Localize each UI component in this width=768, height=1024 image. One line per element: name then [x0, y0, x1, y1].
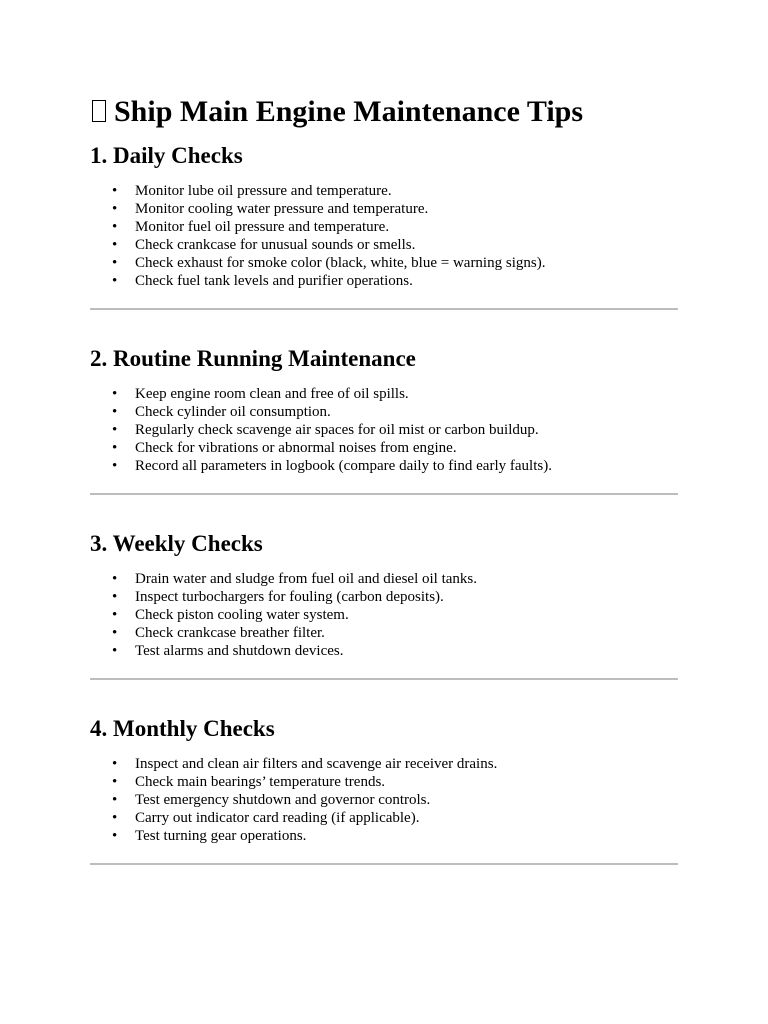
document-page	[90, 94, 678, 865]
section-heading: 4. Monthly Checks	[90, 716, 275, 741]
checklist	[90, 182, 678, 290]
list-item: • Monitor fuel oil pressure and temperature.	[135, 218, 678, 236]
list-item: • Check cylinder oil consumption.	[135, 403, 678, 421]
list-item: • Inspect turbochargers for fouling (carbon deposits).	[135, 588, 678, 606]
list-item: • Check fuel tank levels and purifier operations.	[135, 272, 678, 290]
checklist	[90, 755, 678, 845]
section-divider	[90, 493, 678, 495]
list-item: • Drain water and sludge from fuel oil and diesel oil tanks.	[135, 570, 678, 588]
list-item: • Keep engine room clean and free of oil spills.	[135, 385, 678, 403]
section-heading: 2. Routine Running Maintenance	[90, 346, 416, 371]
list-item: • Test alarms and shutdown devices.	[135, 642, 678, 660]
list-item: • Test turning gear operations.	[135, 827, 678, 845]
section-divider	[90, 678, 678, 680]
document-title	[90, 94, 678, 130]
checklist	[90, 570, 678, 660]
list-item: • Check crankcase breather filter.	[135, 624, 678, 642]
list-item: • Monitor cooling water pressure and temperature.	[135, 200, 678, 218]
section-heading: 3. Weekly Checks	[90, 531, 263, 556]
section-divider	[90, 308, 678, 310]
list-item: • Check for vibrations or abnormal noises from engine.	[135, 439, 678, 457]
list-item: • Regularly check scavenge air spaces for oil mist or carbon buildup.	[135, 421, 678, 439]
list-item: • Check main bearings’ temperature trends.	[135, 773, 678, 791]
section-divider	[90, 863, 678, 865]
list-item: • Test emergency shutdown and governor controls.	[135, 791, 678, 809]
list-item: • Carry out indicator card reading (if applicable).	[135, 809, 678, 827]
list-item: • Check exhaust for smoke color (black, white, blue = warning signs).	[135, 254, 678, 272]
section-weekly-checks	[90, 530, 678, 680]
list-item: • Monitor lube oil pressure and temperature.	[135, 182, 678, 200]
section-daily-checks	[90, 142, 678, 310]
list-item: • Check crankcase for unusual sounds or smells.	[135, 236, 678, 254]
missing-glyph-icon	[92, 100, 106, 122]
list-item: • Record all parameters in logbook (compare daily to find early faults).	[135, 457, 678, 475]
list-item: • Check piston cooling water system.	[135, 606, 678, 624]
section-heading: 1. Daily Checks	[90, 143, 243, 168]
checklist	[90, 385, 678, 475]
list-item: • Inspect and clean air filters and scavenge air receiver drains.	[135, 755, 678, 773]
document-title-text: Ship Main Engine Maintenance Tips	[114, 95, 584, 128]
section-monthly-checks	[90, 715, 678, 865]
section-routine-running-maintenance	[90, 345, 678, 495]
